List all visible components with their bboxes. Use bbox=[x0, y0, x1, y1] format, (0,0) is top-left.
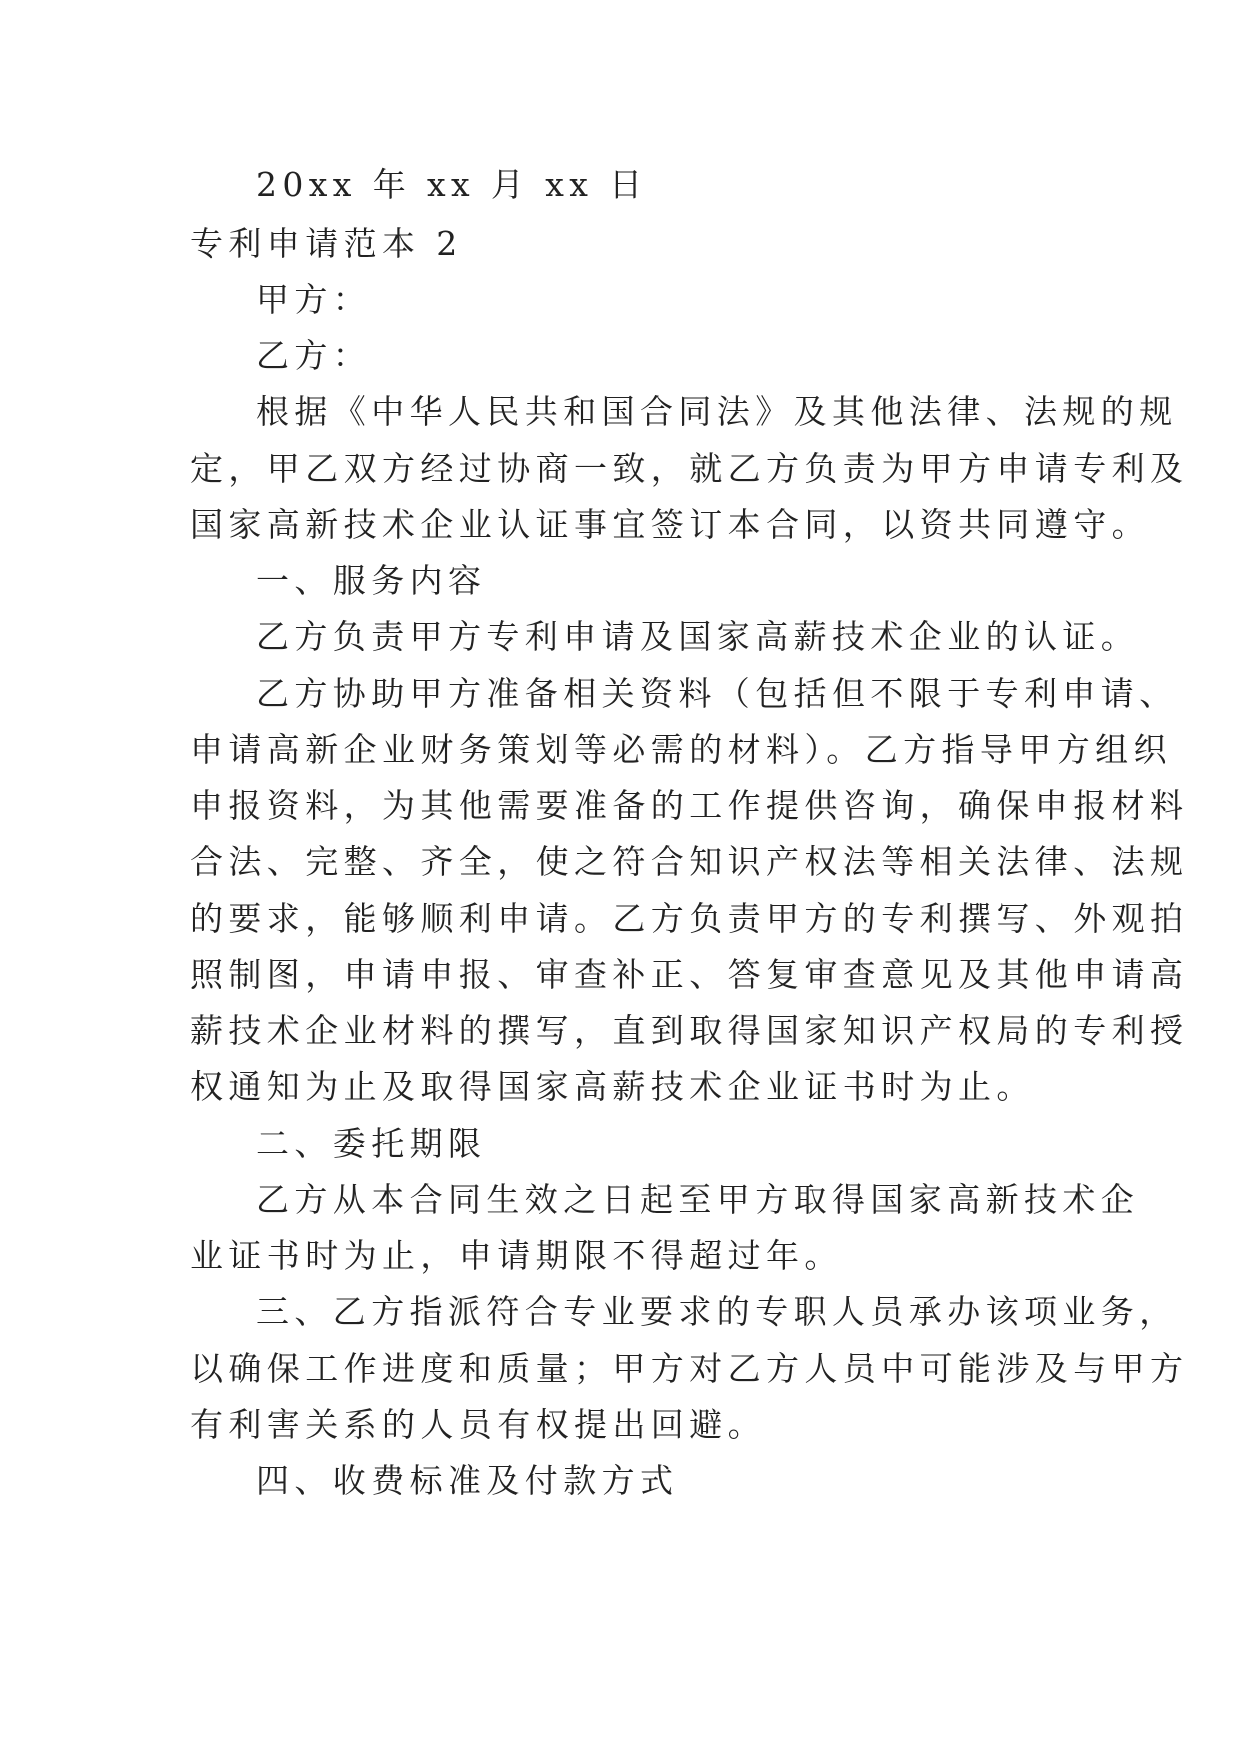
section1-p2-line-3: 申报资料，为其他需要准备的工作提供咨询，确保申报材料 bbox=[190, 786, 1189, 825]
intro-line-3: 国家高新技术企业认证事宜签订本合同，以资共同遵守。 bbox=[190, 505, 1150, 544]
section1-p2-line-4: 合法、完整、齐全，使之符合知识产权法等相关法律、法规 bbox=[190, 842, 1189, 881]
section2-line-1: 乙方从本合同生效之日起至甲方取得国家高新技术企 bbox=[256, 1180, 1140, 1219]
date-line: 20xx 年 xx 月 xx 日 bbox=[256, 165, 648, 204]
section1-paragraph-1: 乙方负责甲方专利申请及国家高薪技术企业的认证。 bbox=[256, 617, 1140, 656]
section2-line-2: 业证书时为止，申请期限不得超过年。 bbox=[190, 1236, 843, 1275]
section4-heading: 四、收费标准及付款方式 bbox=[256, 1461, 679, 1500]
section2-heading: 二、委托期限 bbox=[256, 1124, 487, 1163]
intro-line-2: 定，甲乙双方经过协商一致，就乙方负责为甲方申请专利及 bbox=[190, 449, 1189, 488]
section1-p2-line-1: 乙方协助甲方准备相关资料（包括但不限于专利申请、 bbox=[256, 674, 1178, 713]
section1-p2-line-7: 薪技术企业材料的撰写，直到取得国家知识产权局的专利授 bbox=[190, 1011, 1189, 1050]
intro-line-1: 根据《中华人民共和国合同法》及其他法律、法规的规 bbox=[256, 392, 1178, 431]
section1-p2-line-6: 照制图，申请申报、审查补正、答复审查意见及其他申请高 bbox=[190, 955, 1189, 994]
section3-line-2: 以确保工作进度和质量；甲方对乙方人员中可能涉及与甲方 bbox=[190, 1349, 1189, 1388]
section3-line-1: 三、乙方指派符合专业要求的专职人员承办该项业务， bbox=[256, 1292, 1178, 1331]
party-b-label: 乙方： bbox=[256, 336, 372, 375]
section3-line-3: 有利害关系的人员有权提出回避。 bbox=[190, 1405, 766, 1444]
section1-p2-line-8: 权通知为止及取得国家高薪技术企业证书时为止。 bbox=[190, 1067, 1035, 1106]
party-a-label: 甲方： bbox=[256, 280, 372, 319]
section1-p2-line-2: 申请高新企业财务策划等必需的材料）。乙方指导甲方组织 bbox=[190, 730, 1172, 769]
document-title: 专利申请范本 2 bbox=[190, 224, 463, 263]
section1-p2-line-5: 的要求，能够顺利申请。乙方负责甲方的专利撰写、外观拍 bbox=[190, 899, 1189, 938]
section1-heading: 一、服务内容 bbox=[256, 561, 487, 600]
